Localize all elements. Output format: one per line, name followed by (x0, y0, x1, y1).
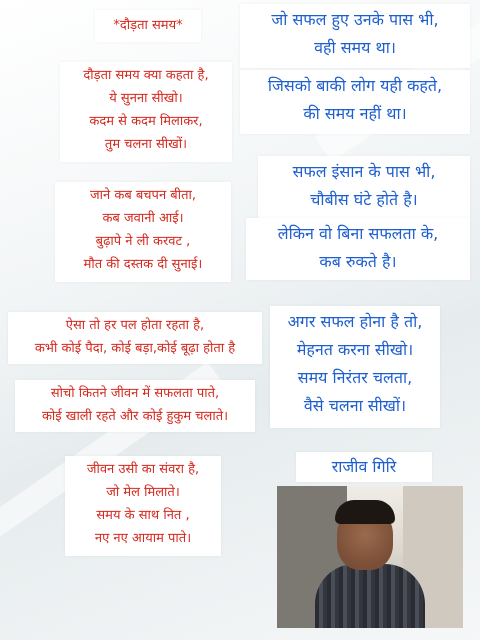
verse-line: कब जवानी आई। (102, 211, 184, 226)
author-box (296, 452, 432, 482)
verse-line: कभी कोई पैदा, कोई बड़ा,कोई बूढ़ा होता है (34, 341, 236, 356)
verse-line: नए नए आयाम पाते। (94, 531, 192, 546)
verse-line: जाने कब बचपन बीता, (89, 188, 196, 203)
verse-line: मौत की दस्तक दी सुनाई। (83, 257, 203, 272)
verse-line: की समय नहीं था। (303, 104, 407, 123)
verse-line: जीवन उसी का संवरा है, (86, 462, 200, 477)
author-photo (277, 486, 463, 628)
right-stanza-2a (258, 156, 470, 218)
verse-line: जिसको बाकी लोग यही कहते, (267, 76, 443, 95)
verse-line: कब रुकते है। (319, 252, 397, 271)
verse-line: चौबीस घंटे होते है। (310, 190, 418, 209)
left-stanza-4 (15, 380, 255, 432)
verse-line: सफल इंसान के पास भी, (292, 162, 436, 181)
right-stanza-1a (240, 4, 470, 68)
verse-line: अगर सफल होना है तो, (287, 312, 423, 331)
left-stanza-2 (55, 182, 231, 282)
verse-line: जो सफल हुए उनके पास भी, (271, 10, 439, 29)
verse-line: समय के साथ नित , (96, 508, 190, 523)
poem-title-box (95, 10, 201, 42)
verse-line: वही समय था। (314, 38, 396, 57)
verse-line: समय निरंतर चलता, (297, 368, 413, 387)
verse-line: मेहनत करना सीखो। (296, 340, 414, 359)
verse-line: दौड़ता समय क्या कहता है, (83, 68, 209, 83)
verse-line: जो मेल मिलाते। (106, 485, 180, 500)
right-stanza-3 (270, 306, 440, 428)
author-name: राजीव गिरि (331, 457, 397, 476)
verse-line: कोई खाली रहते और कोई हुकुम चलाते। (41, 409, 229, 424)
right-stanza-2b (246, 218, 470, 280)
verse-line: लेकिन वो बिना सफलता के, (277, 224, 439, 243)
left-stanza-3 (8, 312, 262, 364)
verse-line: तुम चलना सीखों। (104, 137, 188, 152)
verse-line: बुढ़ापे ने ली करवट , (95, 234, 191, 249)
verse-line: ऐसा तो हर पल होता रहता है, (65, 318, 205, 333)
verse-line: सोचो कितने जीवन में सफलता पाते, (50, 386, 220, 401)
verse-line: कदम से कदम मिलाकर, (89, 114, 203, 129)
photo-shirt (315, 564, 425, 628)
verse-line: वैसे चलना सीखों। (303, 396, 407, 415)
right-stanza-1b (240, 70, 470, 134)
left-stanza-1 (60, 62, 232, 162)
photo-hair (335, 500, 395, 524)
left-stanza-5 (65, 456, 221, 556)
poem-title: *दौड़ता समय* (113, 18, 183, 33)
verse-line: ये सुनना सीखो। (109, 91, 183, 106)
